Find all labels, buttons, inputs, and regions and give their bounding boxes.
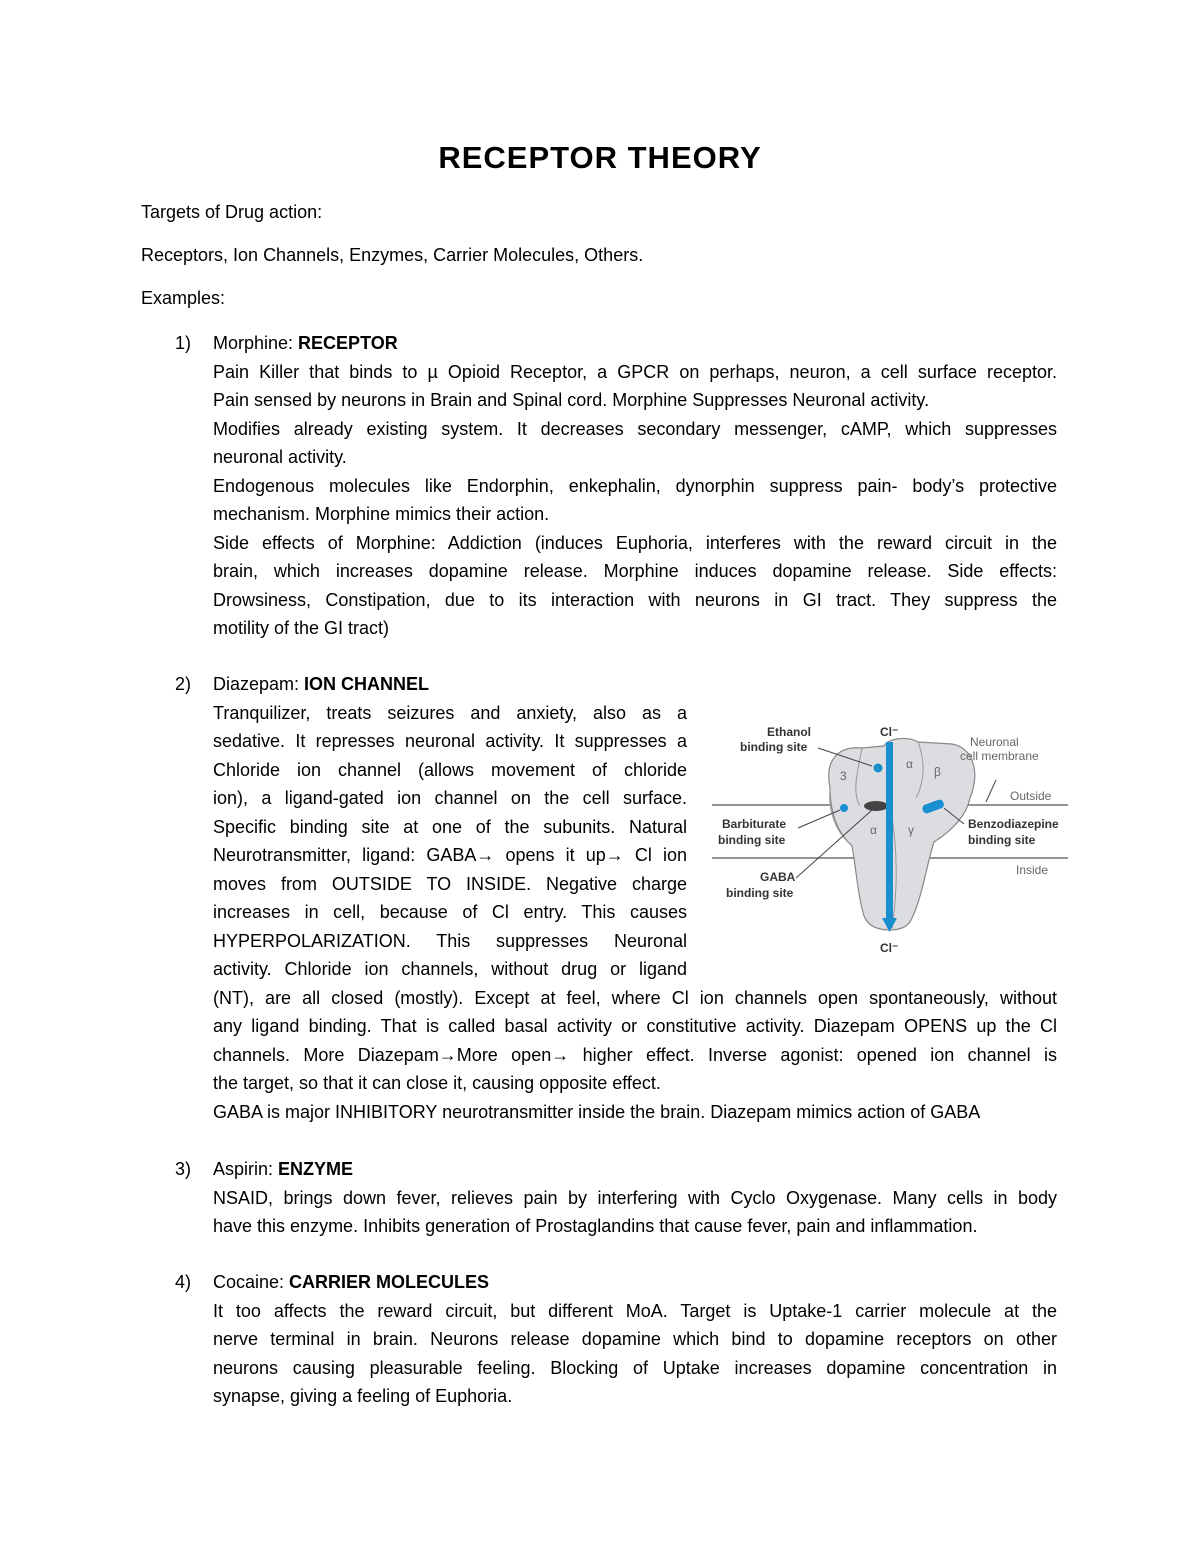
- outside-label: Outside: [1010, 789, 1052, 803]
- targets-label: Targets of Drug action:: [141, 202, 323, 222]
- item-heading: Cocaine: CARRIER MOLECULES: [213, 1272, 490, 1292]
- item-line: Pain sensed by neurons in Brain and Spinal cord. Morphine Suppresses Neuronal activity.: [213, 390, 930, 410]
- gaba-receptor-diagram: [712, 718, 1068, 958]
- inside-label: Inside: [1016, 863, 1049, 877]
- leader-line: [986, 780, 996, 802]
- subunit-label: 3: [840, 769, 847, 783]
- gaba-label-2: binding site: [726, 886, 794, 900]
- item-line: Modifies already existing system. It decreases secondary messenger, cAMP, which suppresses: [213, 418, 1057, 439]
- item-line: any ligand binding. That is called basal activity or constitutive activity. Diazepam OPENS up the Cl: [213, 1016, 1057, 1036]
- item-target: ION CHANNEL: [304, 674, 430, 694]
- item-line: Side effects of Morphine: Addiction (induces Euphoria, interferes with the reward circuit in the: [213, 532, 1057, 553]
- item-heading: Aspirin: ENZYME: [213, 1159, 354, 1179]
- item-line: neurons causing pleasurable feeling. Blocking of Uptake increases dopamine concentration in: [213, 1357, 1057, 1378]
- targets-list: Receptors, Ion Channels, Enzymes, Carrier Molecules, Others.: [141, 245, 644, 265]
- item-line: Drowsiness, Constipation, due to its interaction with neurons in GI tract. They suppress the: [213, 589, 1057, 610]
- item-line: motility of the GI tract): [213, 618, 390, 638]
- chloride-arrow: [886, 742, 893, 922]
- item-line: synapse, giving a feeling of Euphoria.: [213, 1386, 513, 1406]
- ethanol-label-2: binding site: [740, 740, 808, 754]
- ethanol-label: Ethanol: [767, 725, 811, 739]
- benzodiazepine-label-2: binding site: [968, 833, 1036, 847]
- gaba-label: GABA: [760, 870, 796, 884]
- item-line: HYPERPOLARIZATION. This suppresses Neuronal: [213, 930, 687, 951]
- benzodiazepine-label: Benzodiazepine: [968, 817, 1059, 831]
- item-line: Endogenous molecules like Endorphin, enkephalin, dynorphin suppress pain- body’s protective: [213, 475, 1057, 496]
- item-line: Specific binding site at one of the subunits. Natural: [213, 816, 687, 837]
- subunit-label: γ: [908, 823, 914, 837]
- item-line: NSAID, brings down fever, relieves pain by interfering with Cyclo Oxygenase. Many cells in body: [213, 1187, 1057, 1208]
- neuronal-label: Neuronal: [970, 735, 1019, 749]
- subunit-label: β: [934, 765, 941, 779]
- item-line: have this enzyme. Inhibits generation of Prostaglandins that cause fever, pain and inflammation.: [213, 1216, 978, 1236]
- item-number: 2): [175, 674, 192, 694]
- item-line: neuronal activity.: [213, 447, 347, 467]
- examples-label: Examples:: [141, 288, 226, 308]
- item-line: mechanism. Morphine mimics their action.: [213, 504, 550, 524]
- item-line: sedative. It represses neuronal activity. It suppresses a: [213, 731, 687, 751]
- ethanol-site: [874, 764, 883, 773]
- item-number: 3): [175, 1159, 192, 1179]
- chloride-bottom-label: Cl⁻: [880, 941, 899, 955]
- item-line: GABA is major INHIBITORY neurotransmitter inside the brain. Diazepam mimics action of GABA: [213, 1101, 981, 1122]
- item-target: CARRIER MOLECULES: [289, 1272, 490, 1292]
- item-line: (NT), are all closed (mostly). Except at feel, where Cl ion channels open spontaneously, without: [213, 987, 1057, 1008]
- item-line: nerve terminal in brain. Neurons release dopamine which bind to dopamine receptors on other: [213, 1329, 1057, 1349]
- ion-channel-body: [829, 739, 975, 930]
- page-title: RECEPTOR THEORY: [438, 140, 762, 175]
- gaba-pocket: [864, 801, 888, 811]
- item-number: 1): [175, 333, 192, 353]
- item-body: [213, 1268, 1057, 1411]
- item-line: Tranquilizer, treats seizures and anxiety, also as a: [213, 702, 687, 723]
- item-target: RECEPTOR: [298, 333, 398, 353]
- item-line: Pain Killer that binds to µ Opioid Receptor, a GPCR on perhaps, neuron, a cell surface receptor.: [213, 361, 1057, 382]
- item-line: Neurotransmitter, ligand: GABA→ opens it up→ Cl ion: [213, 845, 687, 865]
- barbiturate-site: [840, 804, 848, 812]
- item-body: [213, 329, 1057, 643]
- item-line: the target, so that it can close it, causing opposite effect.: [213, 1073, 661, 1093]
- barbiturate-label-2: binding site: [718, 833, 786, 847]
- item-heading: Diazepam: ION CHANNEL: [213, 674, 430, 694]
- item-line: It too affects the reward circuit, but different MoA. Target is Uptake-1 carrier molecule at the: [213, 1300, 1057, 1321]
- chloride-top-label: Cl⁻: [880, 725, 899, 739]
- barbiturate-label: Barbiturate: [722, 817, 787, 831]
- item-line: moves from OUTSIDE TO INSIDE. Negative charge: [213, 873, 687, 894]
- item-line: activity. Chloride ion channels, without drug or ligand: [213, 959, 687, 979]
- membrane-label: cell membrane: [960, 749, 1039, 763]
- item-line: increases in cell, because of Cl entry. This causes: [213, 902, 687, 922]
- subunit-label: α: [870, 823, 877, 837]
- item-target: ENZYME: [278, 1159, 354, 1179]
- item-heading: Morphine: RECEPTOR: [213, 333, 398, 353]
- subunit-label: α: [906, 757, 913, 771]
- item-line: ion), a ligand-gated ion channel on the cell surface.: [213, 788, 687, 808]
- item-number: 4): [175, 1272, 192, 1292]
- item-line: brain, which increases dopamine release. Morphine induces dopamine release. Side effects:: [213, 561, 1057, 581]
- item-line: channels. More Diazepam→More open→ higher effect. Inverse agonist: opened ion channel is: [213, 1044, 1057, 1065]
- item-line: Chloride ion channel (allows movement of chloride: [213, 759, 687, 780]
- wrapped-text-column: [213, 699, 687, 984]
- item-body: [213, 1155, 1057, 1241]
